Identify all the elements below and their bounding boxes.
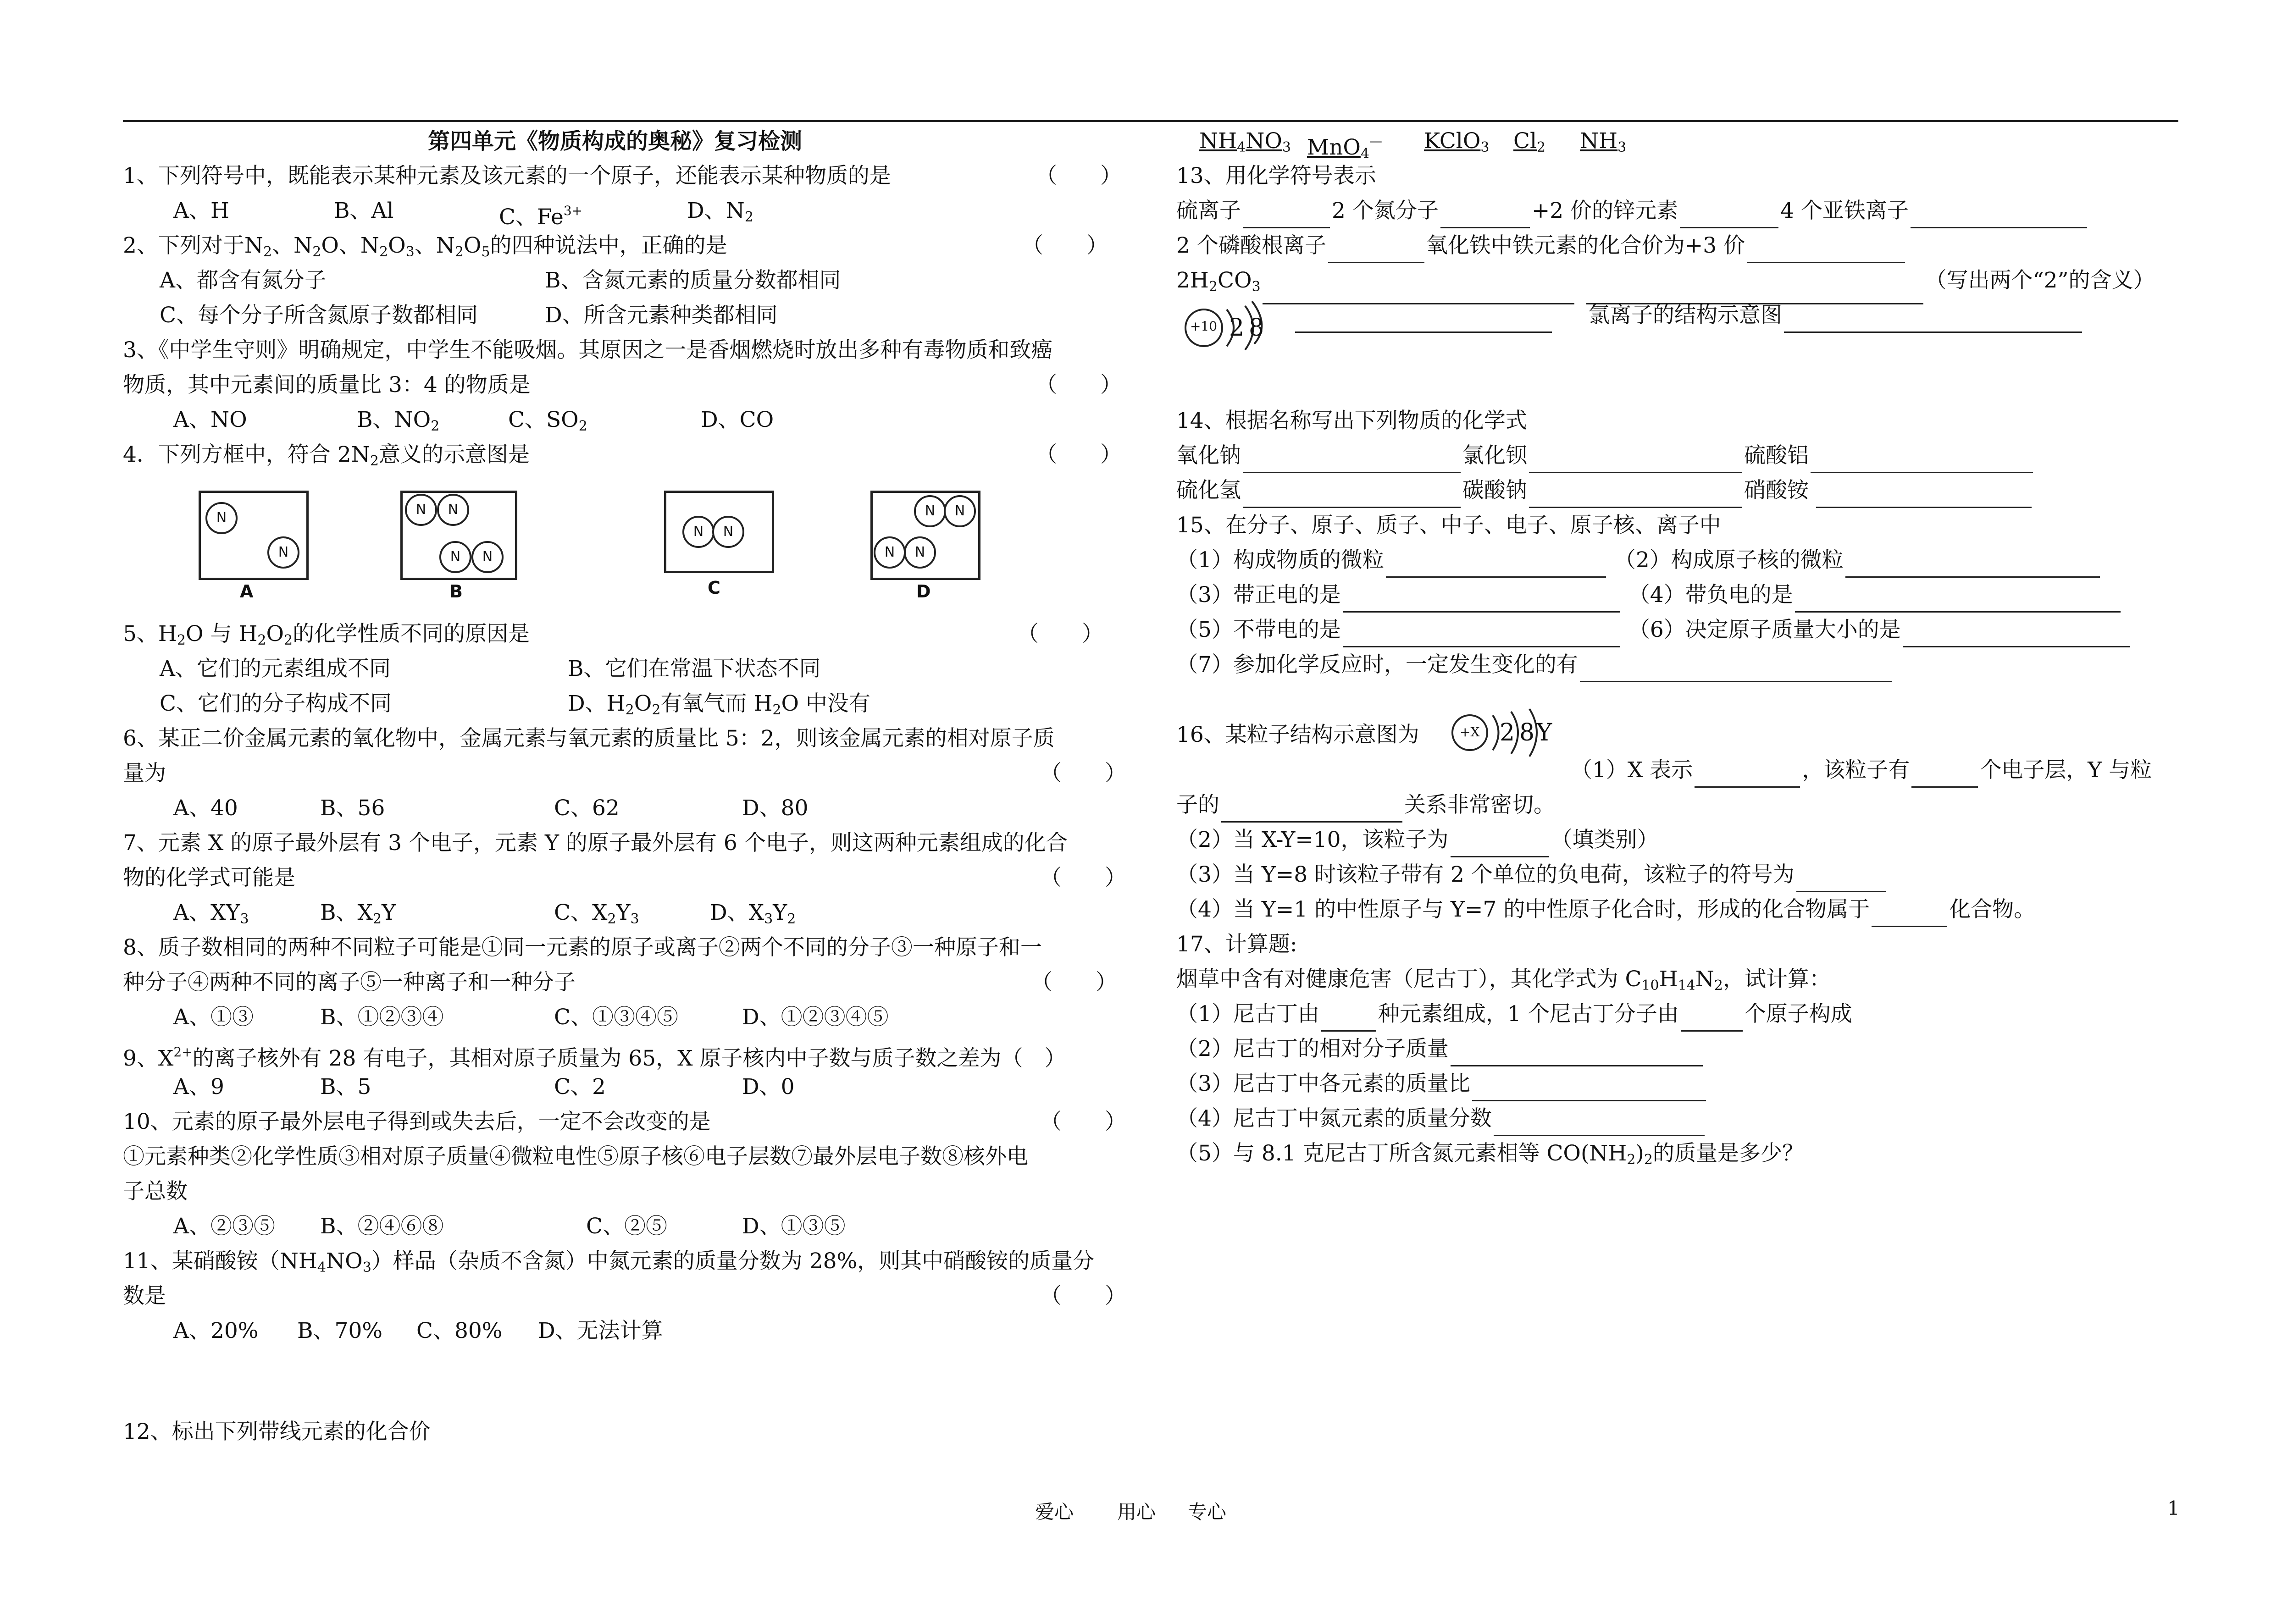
answer-blank[interactable] bbox=[1911, 206, 2087, 228]
q7-line2: 物的化学式可能是 bbox=[123, 865, 295, 890]
q15-row3: （5）不带电的是 （6）决定原子质量大小的是 bbox=[1176, 613, 2132, 647]
answer-blank[interactable] bbox=[1321, 1009, 1376, 1032]
q10-opt-b: B、②④⑥⑧ bbox=[320, 1214, 444, 1239]
q4-box-c bbox=[664, 491, 774, 573]
n-atom: N bbox=[944, 495, 976, 527]
n-atom: N bbox=[682, 516, 714, 548]
answer-blank[interactable] bbox=[1243, 451, 1461, 473]
answer-blank[interactable] bbox=[1695, 765, 1800, 788]
neon-structure-diagram bbox=[1176, 300, 1296, 360]
q11-opt-a: A、20% bbox=[173, 1318, 259, 1343]
q13-row2: 2 个磷酸根离子 氧化铁中铁元素的化合价为+3 价 bbox=[1176, 228, 1907, 263]
q13-row3: $2H_2CO_3$ （写出两个“2”的含义） bbox=[1176, 263, 2155, 304]
q1-opt-c: C、$Fe^{3+}$ bbox=[499, 203, 583, 230]
q5-answer-paren: （ ） bbox=[1017, 621, 1103, 646]
answer-blank[interactable] bbox=[1845, 555, 2100, 578]
shell-electrons-2: 8 bbox=[1249, 314, 1264, 342]
q10-opt-d: D、①③⑤ bbox=[742, 1214, 846, 1239]
q13-stem: 13、用化学符号表示 bbox=[1176, 163, 1376, 188]
q13-row4: 氯离子的结构示意图 bbox=[1293, 298, 2084, 333]
q3-opt-b: B、$NO_2$ bbox=[357, 407, 440, 434]
q5-opt-c: C、它们的分子构成不同 bbox=[160, 691, 392, 716]
q4-label-c: C bbox=[708, 578, 720, 598]
q15-row2: （3）带正电的是 （4）带负电的是 bbox=[1176, 578, 2122, 613]
q3-line2: 物质，其中元素间的质量比 3：4 的物质是 bbox=[123, 372, 531, 398]
q6-line2: 量为 bbox=[123, 761, 166, 786]
q5-opt-d: D、$H_2O_2$有氧气而 $H_2O$ 中没有 bbox=[568, 691, 870, 718]
q17-item4: （4）尼古丁中氮元素的质量分数 bbox=[1176, 1101, 1706, 1136]
q4-answer-paren: （ ） bbox=[1036, 442, 1122, 467]
footer-text-2: 用心 bbox=[1117, 1501, 1156, 1523]
shell-electrons-2: 8 bbox=[1519, 719, 1535, 746]
nucleus-charge: +X bbox=[1460, 724, 1480, 740]
n-atom: N bbox=[712, 516, 744, 548]
n-atom: N bbox=[471, 541, 504, 573]
q12-stem: 12、标出下列带线元素的化合价 bbox=[123, 1419, 431, 1444]
q10-line1: 10、元素的原子最外层电子得到或失去后，一定不会改变的是 bbox=[123, 1109, 711, 1134]
q17-item2: （2）尼古丁的相对分子质量 bbox=[1176, 1032, 1705, 1066]
q12-item-4: $Cl_2$ bbox=[1513, 128, 1546, 155]
q5-opt-a: A、它们的元素组成不同 bbox=[160, 656, 391, 681]
nucleus-charge: +10 bbox=[1190, 319, 1218, 334]
q8-line1: 8、质子数相同的两种不同粒子可能是①同一元素的原子或离子②两个不同的分子③一种原子和一 bbox=[123, 935, 1042, 960]
q11-line1: 11、某硝酸铵$(NH_4NO_3)$样品（杂质不含氮）中氮元素的质量分数为 28%，则其中硝酸铵的质量分 bbox=[123, 1248, 1095, 1276]
q6-opt-c: C、62 bbox=[554, 795, 620, 821]
q16-line5: （4）当 Y=1 的中性原子与 Y=7 的中性原子化合时，形成的化合物属于 化合物。 bbox=[1176, 892, 2035, 927]
footer-text-1: 爱心 bbox=[1035, 1501, 1074, 1523]
answer-blank[interactable] bbox=[1903, 625, 2130, 647]
q12-item-2: MnO$_4$— bbox=[1307, 133, 1383, 162]
q8-line2: 种分子④两种不同的离子⑤一种离子和一种分子 bbox=[123, 970, 576, 995]
q7-line1: 7、元素 X 的原子最外层有 3 个电子，元素 Y 的原子最外层有 6 个电子，则这两种元素组成的化合 bbox=[123, 830, 1068, 856]
q11-opt-c: C、80% bbox=[416, 1318, 503, 1343]
q17-stem: 17、计算题: bbox=[1176, 932, 1297, 957]
q1-opt-a: A、H bbox=[173, 198, 229, 223]
q4-box-b bbox=[400, 491, 517, 580]
q6-opt-d: D、80 bbox=[742, 795, 809, 821]
q11-opt-d: D、无法计算 bbox=[538, 1318, 663, 1343]
q2-stem: 2、下列对于$N_2$、$N_2O$、$N_2O_3$、$N_2O_5$的四种说法中，正确的是 bbox=[123, 233, 727, 260]
q3-opt-d: D、CO bbox=[701, 407, 774, 432]
q17-item5: （5）与 8.1 克尼古丁所含氮元素相等 $CO(NH_2)_2$的质量是多少？ bbox=[1176, 1141, 1804, 1168]
q17-item3: （3）尼古丁中各元素的质量比 bbox=[1176, 1066, 1708, 1101]
answer-blank[interactable] bbox=[1580, 660, 1892, 682]
q16-line1: （1）X 表示 ，该粒子有 个电子层，Y 与粒 bbox=[1571, 753, 2152, 788]
q2-opt-c: C、每个分子所含氮原子数都相同 bbox=[160, 303, 478, 328]
q3-answer-paren: （ ） bbox=[1036, 372, 1122, 398]
q8-opt-d: D、①②③④⑤ bbox=[742, 1005, 889, 1030]
particle-structure-diagram bbox=[1447, 706, 1557, 766]
header-rule bbox=[123, 120, 2178, 122]
n-atom: N bbox=[405, 494, 437, 526]
q5-opt-b: B、它们在常温下状态不同 bbox=[568, 656, 821, 681]
q1-opt-d: D、$N_2$ bbox=[687, 198, 753, 225]
answer-blank[interactable] bbox=[1529, 451, 1742, 473]
q12-item-1: $NH_4NO_3$ bbox=[1199, 128, 1291, 155]
answer-blank[interactable] bbox=[1386, 555, 1606, 578]
n-atom: N bbox=[439, 541, 471, 573]
answer-blank[interactable] bbox=[1796, 870, 1886, 892]
q4-label-d: D bbox=[916, 581, 931, 602]
page-number: 1 bbox=[2167, 1497, 2180, 1519]
answer-blank[interactable] bbox=[1440, 206, 1530, 228]
answer-blank[interactable] bbox=[1911, 765, 1978, 788]
q10-line2: ①元素种类②化学性质③相对原子质量④微粒电性⑤原子核⑥电子层数⑦最外层电子数⑧核外电 bbox=[123, 1144, 1028, 1169]
q12-item-5: $NH_3$ bbox=[1580, 128, 1627, 155]
q14-row1: 氧化钠 氯化钡 硫酸铝 bbox=[1176, 438, 2035, 473]
q2-opt-d: D、所含元素种类都相同 bbox=[545, 303, 778, 328]
q3-opt-c: C、$SO_2$ bbox=[508, 407, 587, 434]
answer-blank[interactable] bbox=[1472, 1079, 1706, 1101]
q1-stem: 1、下列符号中，既能表示某种元素及该元素的一个原子，还能表示某种物质的是 bbox=[123, 163, 891, 188]
q14-stem: 14、根据名称写出下列物质的化学式 bbox=[1176, 408, 1527, 433]
answer-blank[interactable] bbox=[1747, 241, 1905, 263]
q16-stem: 16、某粒子结构示意图为 bbox=[1176, 722, 1419, 747]
q10-line3: 子总数 bbox=[123, 1179, 188, 1204]
q17-intro: 烟草中含有对健康危害（尼古丁），其化学式为 $C_{10}H_{14}N_2$，试计算： bbox=[1176, 967, 1831, 994]
n-atom: N bbox=[874, 536, 906, 569]
q14-row2: 硫化氢 碳酸钠 硝酸铵 bbox=[1176, 473, 2033, 508]
q7-opt-b: B、$X_2Y$ bbox=[320, 900, 396, 927]
q15-row1: （1）构成物质的微粒 （2）构成原子核的微粒 bbox=[1176, 543, 2102, 578]
answer-blank[interactable] bbox=[1795, 590, 2121, 613]
answer-blank[interactable] bbox=[1451, 1044, 1703, 1066]
q8-opt-c: C、①③④⑤ bbox=[554, 1005, 678, 1030]
q11-answer-paren: （ ） bbox=[1040, 1283, 1126, 1309]
q17-item1: （1）尼古丁由 种元素组成，1 个尼古丁分子由 个原子构成 bbox=[1176, 997, 1852, 1032]
shell-electrons-3: Y bbox=[1536, 719, 1552, 746]
shell-arc bbox=[1493, 715, 1499, 750]
q11-line2: 数是 bbox=[123, 1283, 166, 1309]
q4-label-b: B bbox=[449, 581, 463, 602]
q9-opt-d: D、0 bbox=[742, 1074, 795, 1099]
q1-answer-paren: （ ） bbox=[1036, 163, 1122, 188]
q6-answer-paren: （ ） bbox=[1040, 761, 1126, 786]
answer-blank[interactable] bbox=[1681, 1009, 1743, 1032]
q2-opt-b: B、含氮元素的质量分数都相同 bbox=[545, 268, 841, 293]
answer-blank[interactable] bbox=[1243, 206, 1330, 228]
q3-line1: 3、《中学生守则》明确规定，中学生不能吸烟。其原因之一是香烟燃烧时放出多种有毒物质和致癌 bbox=[123, 337, 1053, 363]
q4-box-d bbox=[870, 491, 980, 580]
answer-blank[interactable] bbox=[1784, 310, 2082, 333]
q10-opt-a: A、②③⑤ bbox=[173, 1214, 275, 1239]
n-atom: N bbox=[904, 536, 936, 569]
q7-opt-d: D、$X_3Y_2$ bbox=[710, 900, 796, 927]
q4-label-a: A bbox=[240, 581, 254, 602]
q10-opt-c: C、②⑤ bbox=[586, 1214, 667, 1239]
answer-blank[interactable] bbox=[1343, 625, 1620, 647]
q7-opt-c: C、$X_2Y_3$ bbox=[554, 900, 639, 927]
q1-opt-b: B、Al bbox=[334, 198, 394, 223]
q8-opt-a: A、①③ bbox=[173, 1005, 254, 1030]
q10-answer-paren: （ ） bbox=[1040, 1109, 1126, 1134]
q11-opt-b: B、70% bbox=[297, 1318, 383, 1343]
q2-answer-paren: （ ） bbox=[1022, 233, 1108, 258]
answer-blank[interactable] bbox=[1680, 206, 1778, 228]
q15-row4: （7）参加化学反应时，一定发生变化的有 bbox=[1176, 647, 1894, 682]
q7-opt-a: A、$XY_3$ bbox=[173, 900, 249, 927]
q4-stem: 4．下列方框中，符合 $2N_2$意义的示意图是 bbox=[123, 442, 530, 469]
q9-opt-b: B、5 bbox=[320, 1074, 371, 1099]
q8-answer-paren: （ ） bbox=[1031, 970, 1117, 995]
q6-line1: 6、某正二价金属元素的氧化物中，金属元素与氧元素的质量比 5：2，则该金属元素的相对原子质 bbox=[123, 726, 1055, 751]
q8-opt-b: B、①②③④ bbox=[320, 1005, 444, 1030]
answer-blank[interactable] bbox=[1343, 590, 1620, 613]
q12-item-3: KClO$_3$ bbox=[1424, 128, 1490, 155]
q16-line2: 子的 关系非常密切。 bbox=[1176, 788, 1555, 823]
answer-blank[interactable] bbox=[1328, 241, 1424, 263]
answer-blank[interactable] bbox=[1221, 800, 1402, 823]
shell-electrons-1: 2 bbox=[1229, 314, 1245, 342]
q2-opt-a: A、都含有氮分子 bbox=[160, 268, 326, 293]
answer-blank[interactable] bbox=[1872, 905, 1947, 927]
n-atom: N bbox=[205, 502, 238, 534]
q4-box-a bbox=[199, 491, 309, 580]
n-atom: N bbox=[914, 495, 946, 527]
q16-line3: （2）当 X-Y=10，该粒子为 （填类别） bbox=[1176, 823, 1659, 857]
q3-opt-a: A、NO bbox=[173, 407, 247, 432]
answer-blank[interactable] bbox=[1243, 486, 1461, 508]
q9-opt-c: C、2 bbox=[554, 1074, 606, 1099]
q9-stem: 9、$X^{2+}$的离子核外有 28 有电子，其相对原子质量为 65，X 原子核内中子数与质子数之差为（ ） bbox=[123, 1044, 1066, 1071]
q16-line4: （3）当 Y=8 时该粒子带有 2 个单位的负电荷，该粒子的符号为 bbox=[1176, 857, 1888, 892]
q6-opt-b: B、56 bbox=[320, 795, 385, 821]
answer-blank[interactable] bbox=[1811, 451, 2033, 473]
shell-electrons-1: 2 bbox=[1500, 719, 1515, 746]
q6-opt-a: A、40 bbox=[173, 795, 238, 821]
answer-blank[interactable] bbox=[1816, 486, 2032, 508]
n-atom: N bbox=[267, 536, 299, 569]
answer-blank[interactable] bbox=[1494, 1114, 1705, 1136]
page-title: 第四单元《物质构成的奥秘》复习检测 bbox=[428, 128, 803, 154]
q13-row1: 硫离子 2 个氮分子 +2 价的锌元素 4 个亚铁离子 bbox=[1176, 193, 2089, 228]
q15-stem: 15、在分子、原子、质子、中子、电子、原子核、离子中 bbox=[1176, 513, 1721, 538]
q9-opt-a: A、9 bbox=[173, 1074, 224, 1099]
q7-answer-paren: （ ） bbox=[1040, 865, 1126, 890]
answer-blank[interactable] bbox=[1451, 835, 1549, 857]
q5-stem: 5、$H_2O$ 与 $H_2O_2$的化学性质不同的原因是 bbox=[123, 621, 530, 648]
n-atom: N bbox=[437, 494, 469, 526]
footer-text-3: 专心 bbox=[1188, 1501, 1227, 1523]
answer-blank[interactable] bbox=[1295, 310, 1552, 333]
answer-blank[interactable] bbox=[1529, 486, 1742, 508]
